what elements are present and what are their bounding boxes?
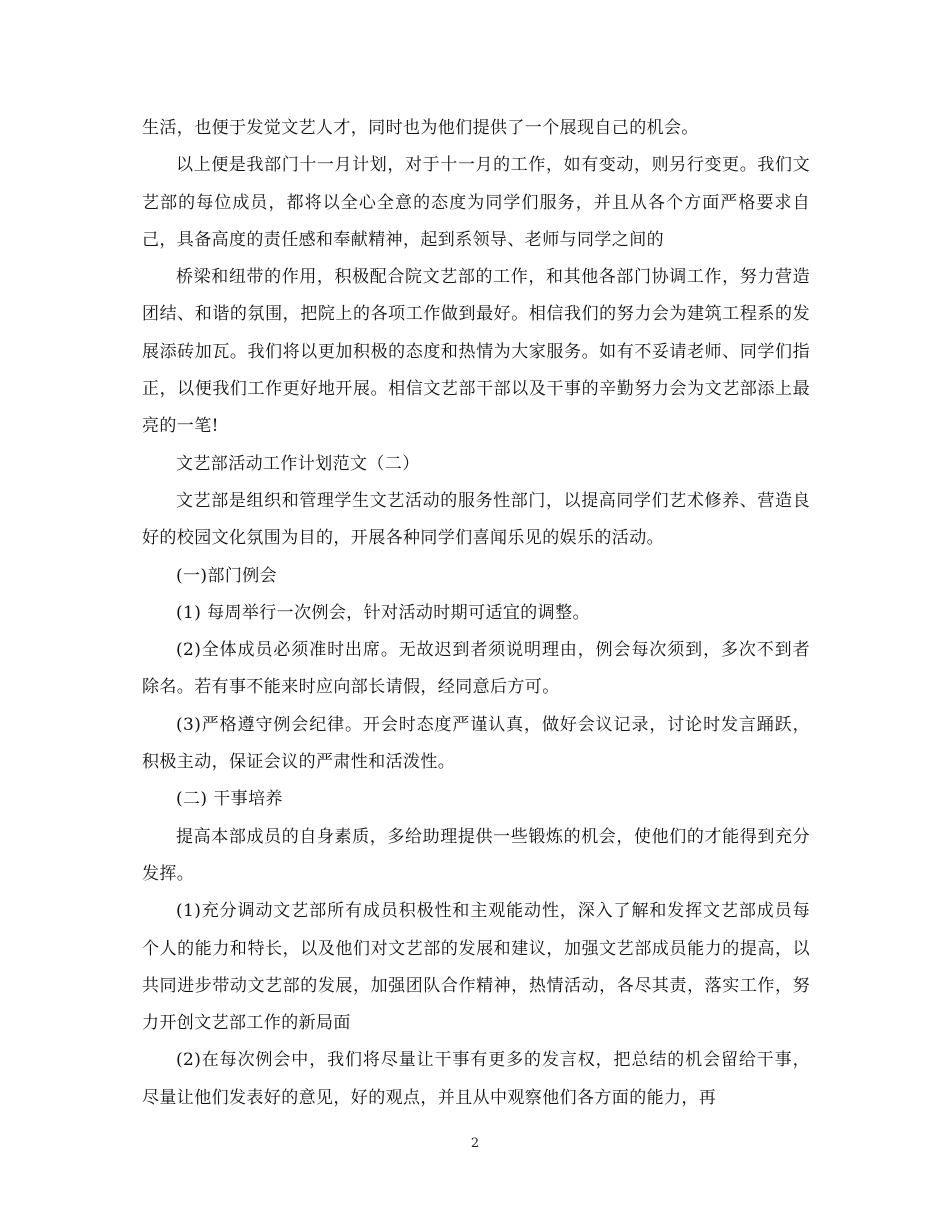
paragraph-3: 桥梁和纽带的作用，积极配合院文艺部的工作，和其他各部门协调工作，努力营造团结、和谐的氛围，把院上的各项工作做到最好。相信我们的努力会为建筑工程系的发展添砖加瓦。我们将以更加积极的态度和热情为大家服务。如有不妥请老师、同学们指正，以便我们工作更好地开展。相信文艺部干部以及干事的辛勤努力会为文艺部添上最亮的一笔!	[142, 267, 810, 437]
list-item-1: (1) 每周举行一次例会，针对活动时期可适宜的调整。	[176, 602, 590, 623]
list-item-3: (3)严格遵守例会纪律。开会时态度严谨认真，做好会议记录，讨论时发言踊跃，积极主动，保证会议的严肃性和活泼性。	[142, 714, 810, 773]
list-item-2: (2)全体成员必须准时出席。无故迟到者须说明理由，例会每次须到，多次不到者除名。若有事不能来时应向部长请假，经同意后方可。	[142, 640, 810, 698]
document-body	[142, 110, 810, 1117]
list-item-4: (1)充分调动文艺部所有成员积极性和主观能动性，深入了解和发挥文艺部成员每个人的能力和特长，以及他们对文艺部的发展和建议，加强文艺部成员能力的提高，以共同进步带动文艺部的发展，加强团队合作精神，热情活动，各尽其责，落实工作，努力开创文艺部工作的新局面	[142, 901, 810, 1034]
section-heading-2: 文艺部活动工作计划范文（二）	[176, 453, 420, 474]
page-number: 2	[470, 1136, 480, 1151]
subheading-meetings: (一)部门例会	[176, 565, 278, 586]
paragraph-5: 文艺部是组织和管理学生文艺活动的服务性部门，以提高同学们艺术修养、营造良好的校园文化氛围为目的，开展各种同学们喜闻乐见的娱乐的活动。	[142, 490, 810, 549]
paragraph-2: 以上便是我部门十一月计划，对于十一月的工作，如有变动，则另行变更。我们文艺部的每位成员，都将以全心全意的态度为同学们服务，并且从各个方面严格要求自己，具备高度的责任感和奉献精神，起到系领导、老师与同学之间的	[142, 155, 810, 250]
paragraph-1: 生活，也便于发觉文艺人才，同时也为他们提供了一个展现自己的机会。	[142, 118, 699, 138]
subheading-training: (二) 干事培养	[176, 789, 283, 810]
paragraph-11: 提高本部成员的自身素质，多给助理提供一些锻炼的机会，使他们的才能得到充分发挥。	[142, 826, 810, 884]
list-item-5: (2)在每次例会中，我们将尽量让干事有更多的发言权，把总结的机会留给干事，尽量让他们发表好的意见，好的观点，并且从中观察他们各方面的能力，再	[142, 1050, 810, 1108]
